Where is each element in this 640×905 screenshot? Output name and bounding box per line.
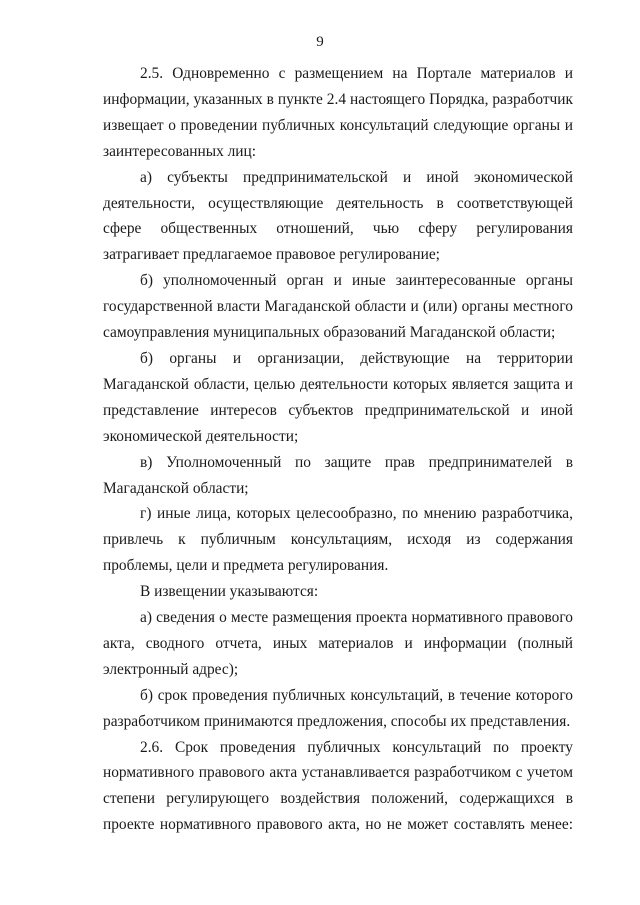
paragraph-item-v-ombudsman: в) Уполномоченный по защите прав предпринимателей в Магаданской области; bbox=[103, 453, 573, 497]
paragraph-item-g-other-persons: г) иные лица, которых целесообразно, по мнению разработчика, привлечь к публичным консультациям, исходя из содержания проблемы, цели и предмета регулирования. bbox=[103, 505, 573, 575]
paragraph-item-a-entities: а) субъекты предпринимательской и иной экономической деятельности, осуществляющие деятельность в соответствующей сфере общественных отношений, чью сферу регулирования затрагивает предлагаемое правовое регулирование; bbox=[103, 168, 573, 264]
paragraph-item-b-organizations: б) органы и организации, действующие на территории Магаданской области, целью деятельности которых является защита и представление интересов субъектов предпринимательской и иной экономической деятельности; bbox=[103, 349, 573, 445]
paragraph-notice-item-b: б) срок проведения публичных консультаций, в течение которого разработчиком принимаются предложения, способы их представления. bbox=[103, 686, 573, 730]
paragraph-notice-intro: В извещении указываются: bbox=[140, 583, 319, 601]
document-body bbox=[103, 61, 573, 838]
paragraph-item-b-authorities: б) уполномоченный орган и иные заинтересованные органы государственной власти Магаданской области и (или) органы местного самоуправления муниципальных образований Магаданской области; bbox=[103, 272, 573, 342]
paragraph-2-6: 2.6. Срок проведения публичных консультаций по проекту нормативного правового акта устанавливается разработчиком с учетом степени регулирующего воздействия положений, содержащихся в проекте нормативного правового акта, но не может составлять менее: bbox=[103, 738, 573, 834]
page-number: 9 bbox=[316, 34, 324, 50]
paragraph-2-5: 2.5. Одновременно с размещением на Портале материалов и информации, указанных в пункте 2.4 настоящего Порядка, разработчик извещает о проведении публичных консультаций следующие органы и заинтересованных лиц: bbox=[103, 65, 573, 160]
paragraph-notice-item-a: а) сведения о месте размещения проекта нормативного правового акта, сводного отчета, иных материалов и информации (полный электронный адрес); bbox=[103, 609, 573, 678]
